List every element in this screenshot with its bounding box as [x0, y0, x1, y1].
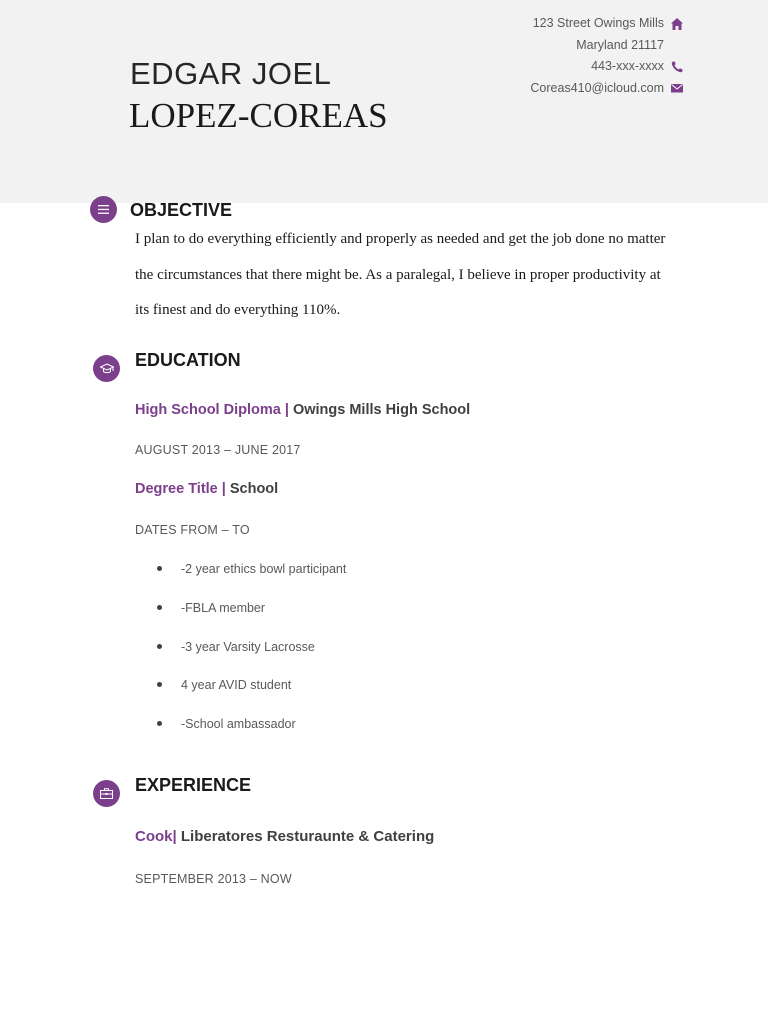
education-heading: EDUCATION [135, 350, 241, 370]
education-bullet-list [135, 558, 346, 752]
bullet-dot [157, 682, 162, 687]
list-item-text: -FBLA member [181, 600, 266, 615]
objective-text [135, 222, 680, 329]
school-name: School [229, 481, 279, 497]
education-entry-title [135, 402, 470, 418]
degree-name: High School Diploma | [135, 402, 289, 418]
bullet-dot [157, 644, 162, 649]
job-role: Cook| [135, 828, 177, 845]
list-item-text: -School ambassador [181, 717, 296, 732]
email-line[interactable] [530, 78, 684, 100]
objective-line: I plan to do everything efficiently and properly as needed and get the job done no matter [135, 231, 666, 247]
objective-line: its finest and do everything 110%. [135, 302, 341, 318]
experience-entry-title [135, 828, 434, 845]
education-dates: AUGUST 2013 – JUNE 2017 [135, 443, 301, 457]
bullet-dot [157, 566, 162, 571]
bullet-dot [157, 721, 162, 726]
address-line-2 [530, 35, 684, 57]
experience-dates: SEPTEMBER 2013 – NOW [135, 872, 292, 886]
objective-list-icon [90, 196, 117, 223]
list-item [135, 597, 346, 636]
education-entry-title [135, 481, 278, 497]
address-line-1 [530, 13, 684, 35]
address-line-1-text: 123 Street Owings Mills [532, 16, 664, 30]
list-item-text: -2 year ethics bowl participant [181, 562, 347, 576]
list-item [135, 636, 346, 675]
phone-text: 443-xxx-xxxx [591, 59, 664, 73]
email-text[interactable]: Coreas410@icloud.com [530, 80, 664, 95]
list-item [135, 558, 346, 597]
phone-line [530, 56, 684, 78]
degree-name: Degree Title | [135, 481, 226, 497]
list-item [135, 713, 346, 752]
objective-line: the circumstances that there might be. As a paralegal, I believe in proper productivity at [135, 266, 661, 283]
graduation-cap-icon [93, 355, 120, 382]
address-line-2-text: Maryland 21117 [576, 37, 664, 52]
list-item-text: -3 year Varsity Lacrosse [181, 639, 315, 654]
bullet-dot [157, 605, 162, 610]
objective-heading: OBJECTIVE [130, 200, 233, 220]
briefcase-icon [93, 780, 120, 807]
contact-block [530, 13, 684, 99]
last-name: LOPEZ-COREAS [129, 96, 388, 135]
phone-icon [670, 60, 684, 74]
list-item [135, 674, 346, 713]
school-name: Owings Mills High School [292, 402, 471, 418]
company-name: Liberatores Resturaunte & Catering [180, 828, 435, 845]
home-icon [670, 17, 684, 31]
experience-heading: EXPERIENCE [135, 775, 252, 795]
education-dates: DATES FROM – TO [135, 523, 250, 537]
first-name: EDGAR JOEL [130, 56, 332, 91]
list-item-text: 4 year AVID student [181, 678, 292, 693]
email-icon [670, 81, 684, 95]
